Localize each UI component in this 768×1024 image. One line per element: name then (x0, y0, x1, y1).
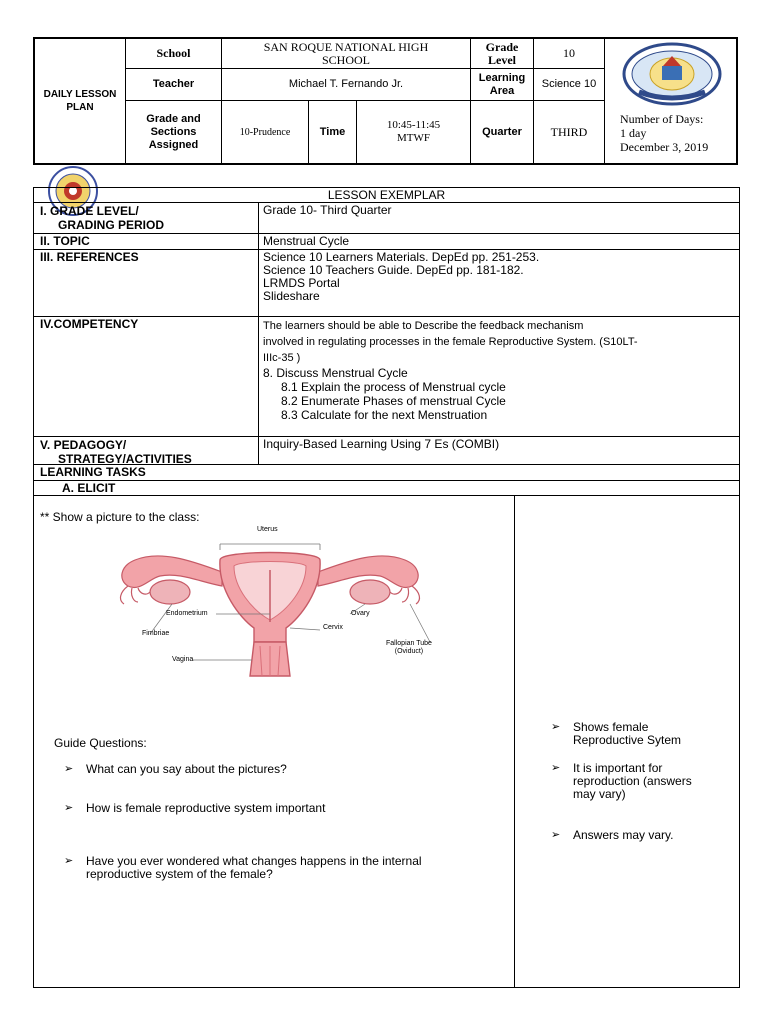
topic-heading: II. TOPIC (34, 234, 259, 249)
answer-item (551, 829, 673, 842)
time-days: MTWF (397, 132, 430, 144)
grading-period-heading: GRADING PERIOD (58, 218, 165, 232)
quarter-value: THIRD (534, 101, 605, 163)
answer-text: may vary) (573, 787, 626, 801)
elicit-activity-column (34, 496, 515, 987)
time-range: 10:45-11:45 (386, 119, 441, 131)
fallopian-tube-name: Fallopian Tube (386, 640, 432, 647)
answer-item (551, 721, 681, 747)
references-list (259, 250, 739, 316)
answer-item (551, 762, 692, 801)
answer-text: Answers may vary. (573, 828, 674, 842)
strategy-heading: STRATEGY/ACTIVITIES (58, 452, 192, 466)
answer-text: reproduction (answers (573, 774, 692, 788)
grade-level-heading: I. GRADE LEVEL/ (40, 204, 139, 218)
school-label: School (126, 39, 222, 69)
competency-objective: 8. Discuss Menstrual Cycle (263, 366, 408, 380)
number-of-days-label: Number of Days: (620, 112, 704, 126)
learning-area-value: Science 10 (534, 69, 605, 101)
question-text: What can you say about the pictures? (86, 762, 287, 776)
number-of-days-value: 1 day (620, 126, 647, 140)
diagram-label-ovary: Ovary (351, 610, 370, 617)
grade-level-label: Grade Level (471, 39, 534, 69)
diagram-label-cervix: Cervix (323, 624, 343, 631)
arrow-bullet-icon: ➢ (64, 802, 74, 814)
grade-level-row (34, 203, 739, 234)
competency-sub-objective: 8.3 Calculate for the next Menstruation (281, 408, 488, 422)
competency-sub-objective: 8.2 Enumerate Phases of menstrual Cycle (281, 394, 506, 408)
answer-text: Shows female (573, 720, 649, 734)
topic-content: Menstrual Cycle (263, 234, 350, 248)
diagram-label-endometrium: Endometrium (166, 610, 208, 617)
competency-row (34, 317, 739, 437)
time-value (357, 101, 471, 163)
learning-tasks-row (34, 465, 739, 481)
references-heading: III. REFERENCES (34, 250, 259, 316)
question-text: reproductive system of the female? (86, 867, 273, 881)
question-text: Have you ever wondered what changes happens in the internal (86, 854, 422, 868)
competency-content (259, 317, 739, 436)
diagram-label-vagina: Vagina (172, 656, 194, 663)
guide-question (64, 763, 287, 776)
question-text: How is female reproductive system important (86, 801, 326, 815)
teacher-value: Michael T. Fernando Jr. (222, 69, 471, 101)
quarter-label: Quarter (471, 101, 534, 163)
diagram-label-fallopian-tube (386, 640, 432, 656)
pedagogy-row (34, 437, 739, 465)
grade-sections-label: Grade and Sections Assigned (126, 101, 222, 163)
competency-text: IIIc-35 ) (263, 352, 301, 364)
female-reproductive-diagram (110, 530, 450, 680)
lesson-title: LESSON EXEMPLAR (327, 188, 446, 202)
answer-text: It is important for (573, 761, 663, 775)
diagram-label-fimbriae: Fimbriae (142, 630, 170, 637)
grade-sections-value: 10-Prudence (222, 101, 309, 163)
arrow-bullet-icon: ➢ (551, 762, 561, 774)
competency-text: The learners should be able to Describe the feedback mechanism (263, 320, 584, 332)
guide-question (64, 855, 422, 881)
teacher-label: Teacher (126, 69, 222, 101)
lesson-date: December 3, 2019 (620, 140, 709, 154)
school-value: SAN ROQUE NATIONAL HIGH SCHOOL (222, 39, 471, 69)
days-and-date (620, 112, 708, 154)
learning-area-label: Learning Area (471, 69, 534, 101)
school-logo (607, 39, 736, 109)
lesson-plan-header (33, 37, 738, 165)
arrow-bullet-icon: ➢ (64, 855, 74, 867)
pedagogy-heading: V. PEDAGOGY/ (40, 438, 127, 452)
arrow-bullet-icon: ➢ (551, 829, 561, 841)
guide-question (64, 802, 325, 815)
references-row (34, 250, 739, 317)
oviduct-name: (Oviduct) (394, 648, 424, 655)
lesson-exemplar-table (33, 187, 740, 988)
grade-level-value: 10 (534, 39, 605, 69)
grade-level-content: Grade 10- Third Quarter (263, 203, 392, 217)
learning-tasks-heading: LEARNING TASKS (40, 465, 146, 479)
reference-item: Science 10 Teachers Guide. DepEd pp. 181-182. (263, 263, 524, 277)
arrow-bullet-icon: ➢ (64, 763, 74, 775)
lesson-title-row (34, 188, 739, 203)
answer-text: Reproductive Sytem (573, 733, 682, 747)
school-seal-icon (617, 42, 727, 106)
arrow-bullet-icon: ➢ (551, 721, 561, 733)
competency-heading: IV.COMPETENCY (34, 317, 259, 436)
elicit-row (34, 481, 739, 496)
reference-item: Slideshare (263, 289, 320, 303)
reference-item: LRMDS Portal (263, 276, 340, 290)
competency-text: involved in regulating processes in the female Reproductive System. (S10LT- (263, 336, 638, 348)
pedagogy-content: Inquiry-Based Learning Using 7 Es (COMBI) (263, 437, 500, 451)
show-picture-instruction: ** Show a picture to the class: (40, 510, 200, 524)
topic-row (34, 234, 739, 250)
competency-sub-objective: 8.1 Explain the process of Menstrual cycle (281, 380, 506, 394)
diagram-label-uterus: Uterus (257, 526, 278, 533)
guide-questions-title: Guide Questions: (54, 736, 147, 750)
daily-lesson-plan-label: DAILY LESSON PLAN (35, 39, 126, 163)
time-label: Time (309, 101, 357, 163)
elicit-content-row (34, 496, 739, 987)
elicit-heading: A. ELICIT (62, 481, 116, 495)
reference-item: Science 10 Learners Materials. DepEd pp. 251-253. (263, 250, 540, 264)
